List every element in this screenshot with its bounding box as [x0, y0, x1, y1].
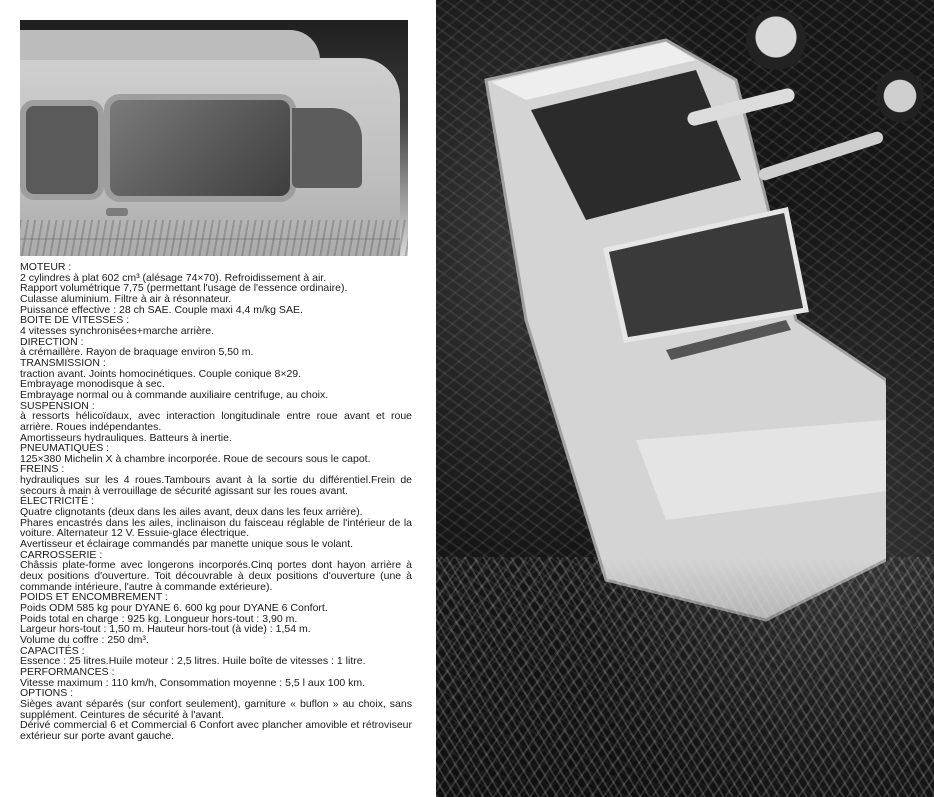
spec-line: traction avant. Joints homocinétiques. Couple conique 8×29.: [20, 367, 302, 380]
laughing-woman: [746, 10, 806, 70]
spec-line: CAPACITÉS :: [20, 644, 85, 657]
spec-line: Embrayage monodisque à sec.: [20, 378, 165, 391]
spec-line: Volume du coffre : 250 dm³.: [20, 633, 149, 646]
grass: [20, 220, 408, 256]
spec-line: TRANSMISSION :: [20, 356, 106, 369]
car-side-photo: [20, 20, 408, 256]
spec-line: Dérivé commercial 6 et Commercial 6 Confort avec plancher amovible et rétroviseur extérieur sur porte avant gauche.: [20, 719, 412, 742]
spec-line: Amortisseurs hydrauliques. Batteurs à inertie.: [20, 431, 232, 444]
door-window-with-woman: [104, 94, 296, 202]
foreground-ferns: [436, 557, 934, 797]
spec-line: Quatre clignotants (deux dans les ailes avant, deux dans les feux arrière).: [20, 506, 363, 519]
spec-line: Châssis plate-forme avec longerons incorporés.Cinq portes dont hayon arrière à deux positions d'ouverture. Toit découvrable à deux positions d'ouverture (une à commande intérieure, l'autre à commande extérieure).: [20, 559, 412, 593]
spec-line: 4 vitesses synchronisées+marche arrière.: [20, 324, 215, 337]
spec-line: Sièges avant séparés (sur confort seulement), garniture « buflon » au choix, sans supplément. Ceintures de sécurité à l'avant.: [20, 697, 412, 721]
left-page: [0, 0, 436, 797]
spec-line: POIDS ET ENCOMBREMENT :: [20, 591, 168, 604]
door-handle: [106, 208, 128, 216]
spec-line: 2 cylindres à plat 602 cm³ (alésage 74×70). Refroidissement à air.: [20, 271, 327, 284]
car-roof: [20, 30, 320, 60]
spec-line: Vitesse maximum : 110 km/h, Consommation moyenne : 5,5 l aux 100 km.: [20, 676, 366, 689]
spec-line: SUSPENSION :: [20, 399, 95, 412]
spec-line: PNEUMATIQUES :: [20, 442, 110, 455]
windshield: [292, 108, 362, 188]
spec-line: Essence : 25 litres.Huile moteur : 2,5 litres. Huile boîte de vitesses : 1 litre.: [20, 655, 366, 668]
spec-line: CARROSSERIE :: [20, 548, 103, 561]
spec-line: à crémaillère. Rayon de braquage environ 5,50 m.: [20, 346, 254, 359]
spec-line: PERFORMANCES :: [20, 665, 115, 678]
car-in-ferns-photo: [436, 0, 934, 797]
smiling-man: [876, 70, 924, 122]
spec-line: Culasse aluminium. Filtre à air à résonnateur.: [20, 292, 232, 305]
spec-line: ÉLECTRICITÉ :: [20, 495, 95, 508]
dyane-car-illustration: [466, 20, 886, 640]
spec-line: OPTIONS :: [20, 687, 74, 700]
rear-window: [20, 100, 104, 200]
spec-line: DIRECTION :: [20, 335, 84, 348]
spec-line: Phares encastrés dans les ailes, inclinaison du faisceau réglable de l'intérieur de la voiture. Alternateur 12 V. Essuie-glace électrique.: [20, 516, 412, 540]
spec-line: Largeur hors-tout : 1,50 m. Hauteur hors-tout (à vide) : 1,54 m.: [20, 623, 311, 636]
spec-line: FREINS :: [20, 463, 65, 476]
spec-line: Puissance effective : 28 ch SAE. Couple maxi 4,4 m/kg SAE.: [20, 303, 303, 316]
specifications-text: [20, 262, 412, 742]
spec-line: à ressorts hélicoïdaux, avec interaction longitudinale entre roue avant et roue arrière. Roues indépendantes.: [20, 410, 412, 433]
spec-line: hydrauliques sur les 4 roues.Tambours avant à la sortie du différentiel.Frein de secours à main à verrouillage de sécurité agissant sur les roues avant.: [20, 474, 412, 497]
spec-line: Avertisseur et éclairage commandés par manette unique sous le volant.: [20, 538, 354, 551]
spec-line: Poids total en charge : 925 kg. Longueur hors-tout : 3,90 m.: [20, 612, 298, 625]
spec-line: Rapport volumétrique 7,75 (permettant l'usage de l'essence ordinaire).: [20, 282, 348, 295]
spec-line: BOITE DE VITESSES :: [20, 314, 130, 327]
spec-line: Poids ODM 585 kg pour DYANE 6. 600 kg pour DYANE 6 Confort.: [20, 602, 328, 614]
spec-line: Embrayage normal ou à commande auxiliaire centrifuge, au choix.: [20, 388, 329, 401]
spec-line: MOTEUR :: [20, 261, 72, 273]
spec-line: 125×380 Michelin X à chambre incorporée. Roue de secours sous le capot.: [20, 452, 371, 465]
